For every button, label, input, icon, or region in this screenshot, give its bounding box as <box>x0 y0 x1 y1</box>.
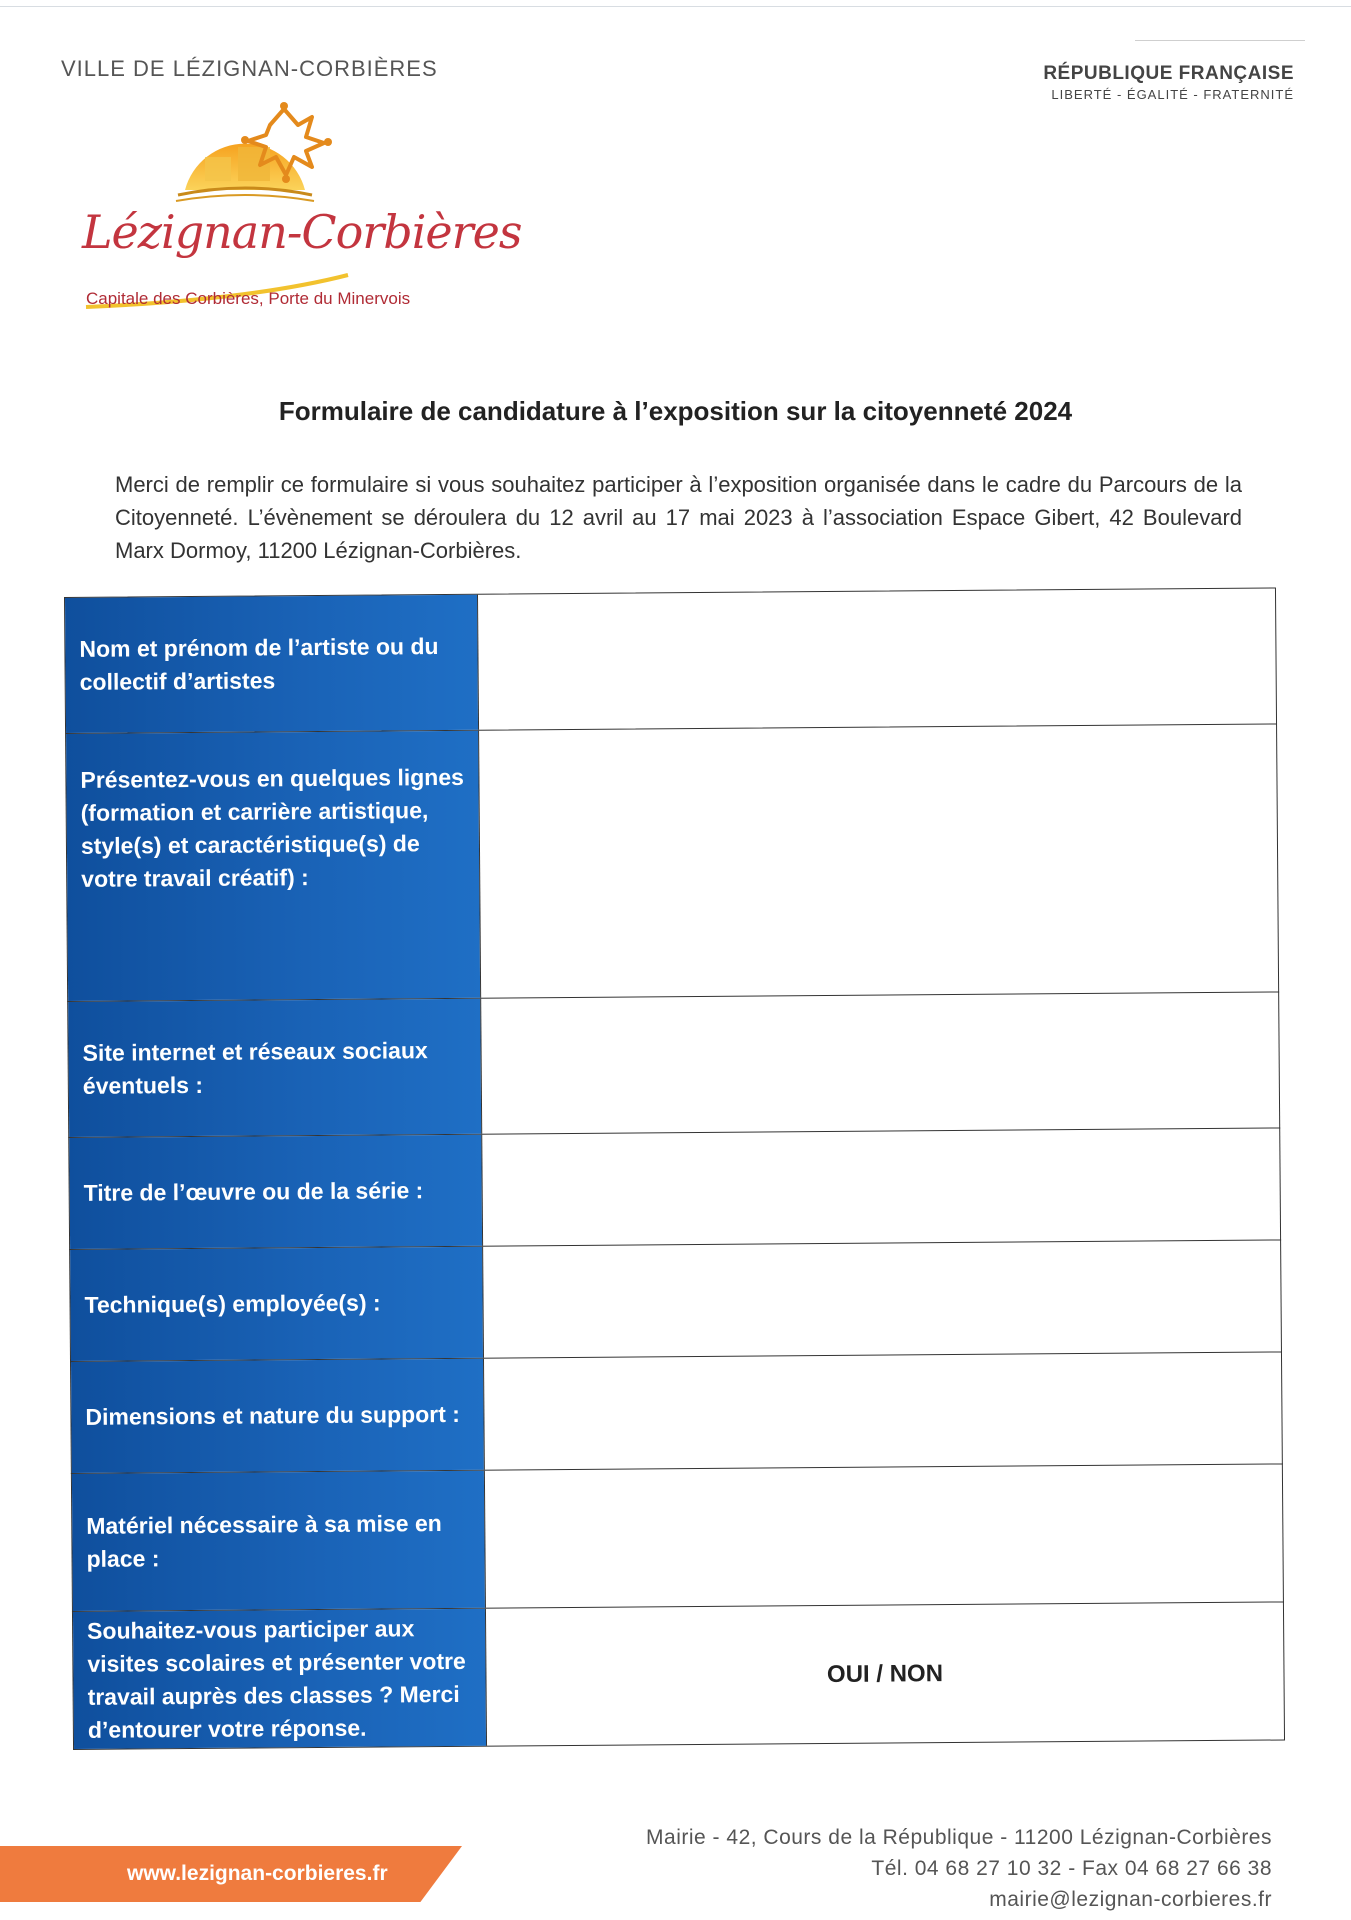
row-label: Matériel nécessaire à sa mise en place : <box>72 1471 486 1611</box>
row-label: Technique(s) employée(s) : <box>70 1247 484 1361</box>
footer-address: Mairie - 42, Cours de la République - 11200 Lézignan-Corbières <box>646 1826 1272 1849</box>
artist-name-field[interactable] <box>478 588 1276 729</box>
republic-header <box>1043 63 1294 102</box>
logo-wordmark: Lézignan-Corbières <box>82 205 522 259</box>
row-label: Souhaitez-vous participer aux visites scolaires et présenter votre travail auprès des classes ? Merci d’entourer votre réponse. <box>73 1609 487 1749</box>
republic-title: RÉPUBLIQUE FRANÇAISE <box>1043 63 1294 84</box>
school-visits-answer[interactable]: OUI / NON <box>826 1659 944 1688</box>
form-row-name <box>64 587 1277 734</box>
city-logo <box>80 95 522 325</box>
technique-field[interactable] <box>483 1240 1281 1357</box>
row-label: Dimensions et nature du support : <box>71 1359 485 1473</box>
footer-phone: Tél. 04 68 27 10 32 - Fax 04 68 27 66 38 <box>871 1857 1272 1880</box>
artwork-title-field[interactable] <box>482 1128 1280 1245</box>
city-header: VILLE DE LÉZIGNAN-CORBIÈRES <box>61 56 438 81</box>
website-link[interactable]: www.lezignan-corbieres.fr <box>127 1862 388 1885</box>
footer-email[interactable]: mairie@lezignan-corbieres.fr <box>989 1888 1272 1911</box>
application-form-table <box>64 587 1285 1749</box>
form-row-equipment <box>71 1464 1284 1612</box>
row-label: Titre de l’œuvre ou de la série : <box>69 1135 483 1249</box>
row-label: Présentez-vous en quelques lignes (formation et carrière artistique, style(s) et caractéristique(s) de votre travail créatif) : <box>66 731 481 1001</box>
top-right-rule <box>1135 40 1305 41</box>
form-row-presentation <box>65 724 1279 1002</box>
republic-motto: LIBERTÉ - ÉGALITÉ - FRATERNITÉ <box>1051 87 1294 102</box>
form-row-website <box>67 992 1280 1138</box>
form-title: Formulaire de candidature à l’exposition sur la citoyenneté 2024 <box>278 396 1073 426</box>
form-intro: Merci de remplir ce formulaire si vous souhaitez participer à l’exposition organisée dans le cadre du Parcours de la Citoyenneté. L’évènement se déroulera du 12 avril au 17 mai 2023 à l’association Espace Gibert, 42 Boulevard Marx Dormoy, 11200 Lézignan-Corbières. <box>115 472 1242 563</box>
website-field[interactable] <box>481 992 1279 1133</box>
dimensions-field[interactable] <box>484 1352 1282 1469</box>
form-row-technique <box>69 1240 1282 1362</box>
equipment-field[interactable] <box>485 1464 1283 1607</box>
logo-tagline: Capitale des Corbières, Porte du Minervois <box>86 289 411 308</box>
footer-contact <box>646 1822 1272 1915</box>
form-row-school-visits <box>72 1602 1285 1750</box>
row-label: Nom et prénom de l’artiste ou du collectif d’artistes <box>65 595 479 733</box>
presentation-field[interactable] <box>479 724 1278 997</box>
form-row-dimensions <box>70 1352 1283 1474</box>
form-row-title <box>68 1128 1281 1250</box>
top-border-line <box>0 6 1351 7</box>
row-label: Site internet et réseaux sociaux éventuels : <box>68 999 482 1137</box>
